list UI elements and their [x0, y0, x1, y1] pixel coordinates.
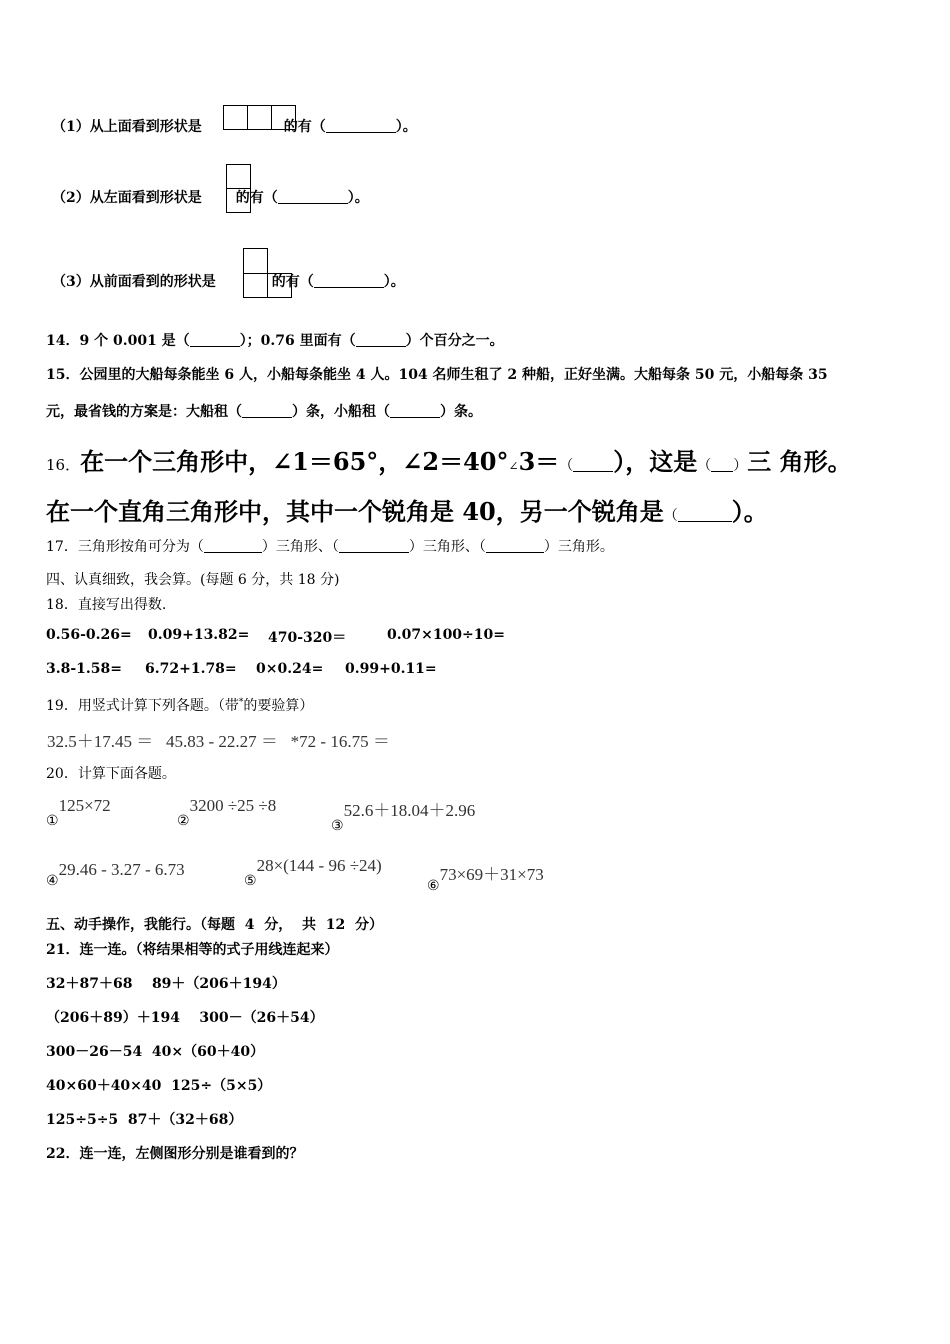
question-20-title: 20．计算下面各题。: [46, 766, 176, 782]
q18-item: 0.07×100÷10=: [387, 627, 505, 643]
question-15-line2: 元，最省钱的方案是：大船租（ ）条，小船租（ ）条。: [46, 404, 482, 420]
q18-item: 0.09+13.82=: [148, 627, 250, 643]
q19-expressions: 32.5＋17.45 ＝ 45.83 - 22.27 ＝ *72 - 16.75 ＝: [47, 732, 390, 751]
section-5-heading: 五、动手操作，我能行。（每题 4 分， 共 12 分）: [46, 917, 383, 933]
q21-row: 32＋87＋68 89＋（206＋194）: [46, 976, 286, 992]
q20-item: ⑥73×69＋31×73: [427, 865, 544, 894]
view-square: [226, 188, 251, 213]
view-square: [267, 273, 292, 298]
view-square: [271, 105, 296, 130]
view-square: [223, 105, 248, 130]
q13-part1: （1）从上面看到形状是 的有（ ）。: [52, 119, 417, 135]
question-21-title: 21．连一连。（将结果相等的式子用线连起来）: [46, 942, 339, 958]
q21-row: 40×60＋40×40 125÷（5×5）: [46, 1078, 272, 1094]
answer-blank[interactable]: [390, 403, 440, 418]
view-square: [243, 273, 268, 298]
q20-item: ②3200 ÷25 ÷8: [177, 796, 277, 829]
answer-blank[interactable]: [314, 273, 384, 288]
q20-item: ④29.46 - 3.27 - 6.73: [46, 860, 185, 889]
q18-item: 0.99+0.11=: [345, 661, 437, 677]
question-16: 16．在一个三角形中，∠1＝65°，∠2＝40°∠3＝（ ），这是（ ）三 角形。: [46, 447, 852, 476]
answer-blank[interactable]: [278, 189, 348, 204]
question-14: 14．9 个 0.001 是（ ）；0.76 里面有（ ）个百分之一。: [46, 333, 504, 349]
answer-blank[interactable]: [356, 332, 406, 347]
answer-blank[interactable]: [678, 507, 732, 522]
q18-item: 6.72+1.78=: [145, 661, 237, 677]
answer-blank[interactable]: [326, 118, 396, 133]
q21-row: （206＋89）＋194 300－（26＋54）: [46, 1010, 324, 1026]
view-square: [247, 105, 272, 130]
answer-blank[interactable]: [204, 538, 262, 553]
q20-item: ③52.6＋18.04＋2.96: [331, 801, 476, 834]
answer-blank[interactable]: [711, 457, 733, 472]
question-17: 17．三角形按角可分为（ ）三角形、（ ）三角形、（ ）三角形。: [46, 539, 614, 555]
question-19-title: 19．用竖式计算下列各题。（带*的要验算）: [46, 697, 314, 714]
q13-part3: （3）从前面看到的形状是 的有（ ）。: [52, 274, 405, 290]
section-4-heading: 四、认真细致，我会算。(每题 6 分，共 18 分): [46, 572, 340, 588]
answer-blank[interactable]: [242, 403, 292, 418]
q21-row: 300－26－54 40×（60＋40）: [46, 1044, 265, 1060]
q18-item: 0×0.24=: [256, 661, 324, 677]
q18-item: 0.56-0.26=: [46, 627, 132, 643]
view-square: [226, 164, 251, 189]
question-15-line1: 15．公园里的大船每条能坐 6 人，小船每条能坐 4 人。104 名师生租了 2 种船，正好坐满。大船每条 50 元，小船每条 35: [46, 367, 828, 383]
question-18-title: 18．直接写出得数.: [46, 597, 167, 613]
view-square: [243, 248, 268, 274]
q20-item: ①125×72: [46, 796, 111, 829]
q13-part2: （2）从左面看到形状是 的有（ ）。: [52, 190, 369, 206]
answer-blank[interactable]: [573, 457, 613, 472]
q18-item: 470-320＝: [268, 630, 347, 646]
question-16-line2: 在一个直角三角形中，其中一个锐角是 40，另一个锐角是（ ）。: [46, 497, 768, 526]
answer-blank[interactable]: [190, 332, 240, 347]
answer-blank[interactable]: [339, 538, 409, 553]
question-22-title: 22．连一连，左侧图形分别是谁看到的？: [46, 1146, 304, 1162]
q20-item: ⑤28×(144 - 96 ÷24): [244, 856, 382, 889]
q21-row: 125÷5÷5 87＋（32＋68）: [46, 1112, 243, 1128]
q18-item: 3.8-1.58=: [46, 661, 122, 677]
answer-blank[interactable]: [486, 538, 544, 553]
